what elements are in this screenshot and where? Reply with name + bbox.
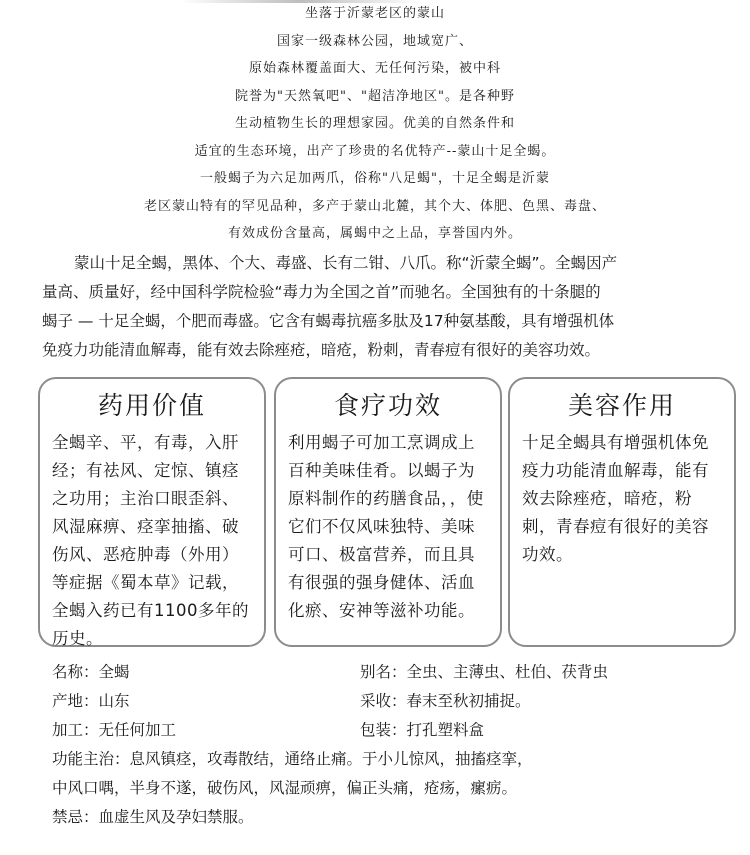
info-row xyxy=(52,716,732,745)
intro-paragraph xyxy=(42,249,722,365)
box-title: 药用价值 xyxy=(97,391,206,420)
poem-line: 生动植物生长的理想家园。优美的自然条件和 xyxy=(234,116,515,131)
product-name: 名称：全蝎 xyxy=(52,663,130,681)
intro-poem xyxy=(0,0,750,248)
poem-line: 院誉为"天然氧吧"、"超洁净地区"。是各种野 xyxy=(235,88,515,104)
product-function: 功能主治：息风镇痉，攻毒散结，通络止痛。于小儿惊风，抽搐痉挛， xyxy=(52,750,533,768)
poem-line: 坐落于沂蒙老区的蒙山 xyxy=(304,6,445,21)
poem-line: 有效成份含量高，属蝎中之上品，享誉国内外。 xyxy=(227,226,522,241)
medicinal-value-box xyxy=(38,377,266,647)
feature-boxes xyxy=(38,377,738,651)
box-text: 利用蝎子可加工烹调成上百种美味佳肴。以蝎子为原料制作的药膳食品，，使它们不仅风味独特、美味可口、极富营养，而且具有很强的强身健体、活血化瘀、安神等滋补功能。 xyxy=(288,433,484,620)
product-taboo: 禁忌：血虚生风及孕妇禁服。 xyxy=(52,808,254,826)
product-function-cont: 中风口喁，半身不遂，破伤风，风湿顽痹，偏正头痛，疮疡，瘰疬。 xyxy=(52,779,518,797)
poem-line: 原始森林覆盖面大、无任何污染，被中科 xyxy=(248,61,501,76)
intro-line: 免疫力功能清血解毒，能有效去除痤疮，暗疮，粉刺，青春痘有很好的美容功效。 xyxy=(42,341,601,359)
product-harvest: 采收：春末至秋初捕捉。 xyxy=(360,692,531,710)
beauty-effect-box xyxy=(508,377,736,647)
box-title: 食疗功效 xyxy=(333,391,442,420)
poem-line: 国家一级森林公园，地域宽广、 xyxy=(276,33,473,49)
poem-line: 一般蝎子为六足加两爪，俗称"八足蝎"，十足全蝎是沂蒙 xyxy=(200,171,550,186)
product-processing: 加工：无任何加工 xyxy=(52,721,177,739)
poem-line: 老区蒙山特有的罕见品种，多产于蒙山北麓，其个大、体肥、色黑、毒盘、 xyxy=(143,198,606,214)
intro-line: 蒙山十足全蝎，黑体、个大、毒盛、长有二钳、八爪。称“沂蒙全蝎”。全蝎因产 xyxy=(74,254,618,272)
box-text: 十足全蝎具有增强机体免疫力功能清血解毒，能有效去除痤疮，暗疮，粉刺，青春痘有很好的美容功效。 xyxy=(522,433,709,564)
product-alias: 别名：全虫、主薄虫、杜伯、茯背虫 xyxy=(360,663,609,681)
box-title: 美容作用 xyxy=(567,391,676,420)
poem-line: 适宜的生态环境，出产了珍贵的名优特产--蒙山十足全蝎。 xyxy=(194,143,556,159)
product-origin: 产地：山东 xyxy=(52,692,130,710)
info-row xyxy=(52,658,732,687)
info-row xyxy=(52,687,732,716)
dietary-therapy-box xyxy=(274,377,502,647)
intro-line: 量高、质量好，经中国科学院检验“毒力为全国之首”而驰名。全国独有的十条腿的 xyxy=(42,283,601,301)
product-info xyxy=(52,658,732,832)
product-packaging: 包装：打孔塑料盒 xyxy=(360,721,485,739)
box-text: 全蝎辛、平，有毒，入肝经；有祛风、定惊、镇痉之功用；主治口眼歪斜、风湿麻痹、痉挛抽搐、破伤风、恶疮肿毒（外用）等症据《蜀本草》记载，全蝎入药已有1100多年的历史。 xyxy=(52,433,249,648)
intro-line: 蝎子 — 十足全蝎，个肥而毒盛。它含有蝎毒抗癌多肽及17种氨基酸，具有增强机体 xyxy=(42,312,615,330)
